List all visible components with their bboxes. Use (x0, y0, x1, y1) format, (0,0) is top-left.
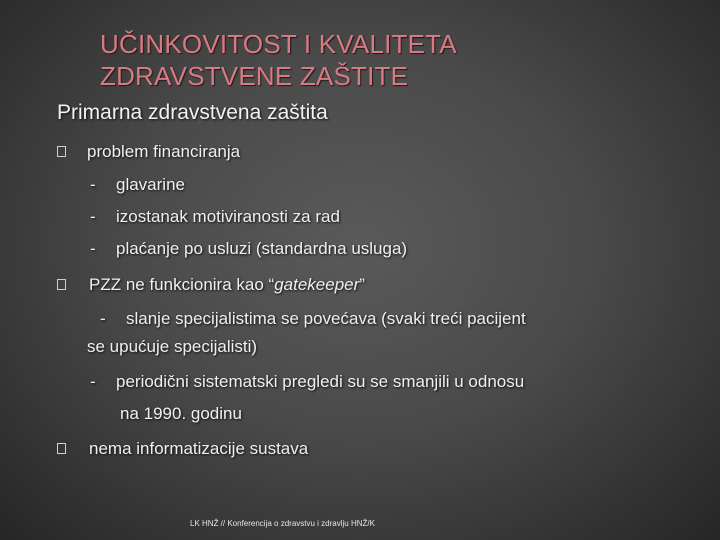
bullet-nema-informatizacije: nema informatizacije sustava (89, 439, 309, 458)
sub-item-periodicni-line-1 (90, 371, 524, 393)
sub-item-text: plaćanje po usluzi (standardna usluga) (116, 239, 408, 258)
sub-item-periodicni-line-2: na 1990. godinu (120, 404, 242, 423)
sub-item-glavarine (90, 174, 185, 196)
sub-item-slanje-line-2: se upućuje specijalisti) (87, 337, 258, 356)
bullet-box-icon (57, 443, 66, 454)
dash-marker: - (90, 372, 96, 391)
sub-item-placanje (90, 238, 407, 260)
bullet-box-icon (57, 146, 66, 157)
section-subtitle: Primarna zdravstvena zaštita (57, 101, 328, 124)
footer-text: LK HNŽ // Konferencija o zdravstvu i zdravlju HNŽ/K (190, 519, 375, 528)
bullet-problem-financiranja: problem financiranja (87, 142, 241, 161)
dash-marker: - (90, 207, 96, 226)
slide-title (100, 28, 660, 92)
dash-marker: - (90, 239, 96, 258)
sub-item-text: izostanak motiviranosti za rad (116, 207, 340, 226)
bullet-pzz-gatekeeper (89, 274, 365, 296)
sub-item-text: glavarine (116, 175, 185, 194)
bullet-text: PZZ ne funkcionira kao “ (89, 275, 275, 294)
bullet-text-end: ” (359, 275, 365, 294)
title-line-2: ZDRAVSTVENE ZAŠTITE (100, 61, 409, 91)
title-line-1: UČINKOVITOST I KVALITETA (100, 29, 457, 59)
bullet-italic-term: gatekeeper (274, 275, 360, 294)
sub-item-text: periodični sistematski pregledi su se smanjili u odnosu (116, 372, 525, 391)
bullet-box-icon (57, 279, 66, 290)
dash-marker: - (100, 309, 106, 328)
dash-marker: - (90, 175, 96, 194)
sub-item-text: slanje specijalistima se povećava (svaki treći pacijent (126, 309, 526, 328)
sub-item-izostanak (90, 206, 340, 228)
sub-item-slanje-line-1 (100, 308, 526, 330)
